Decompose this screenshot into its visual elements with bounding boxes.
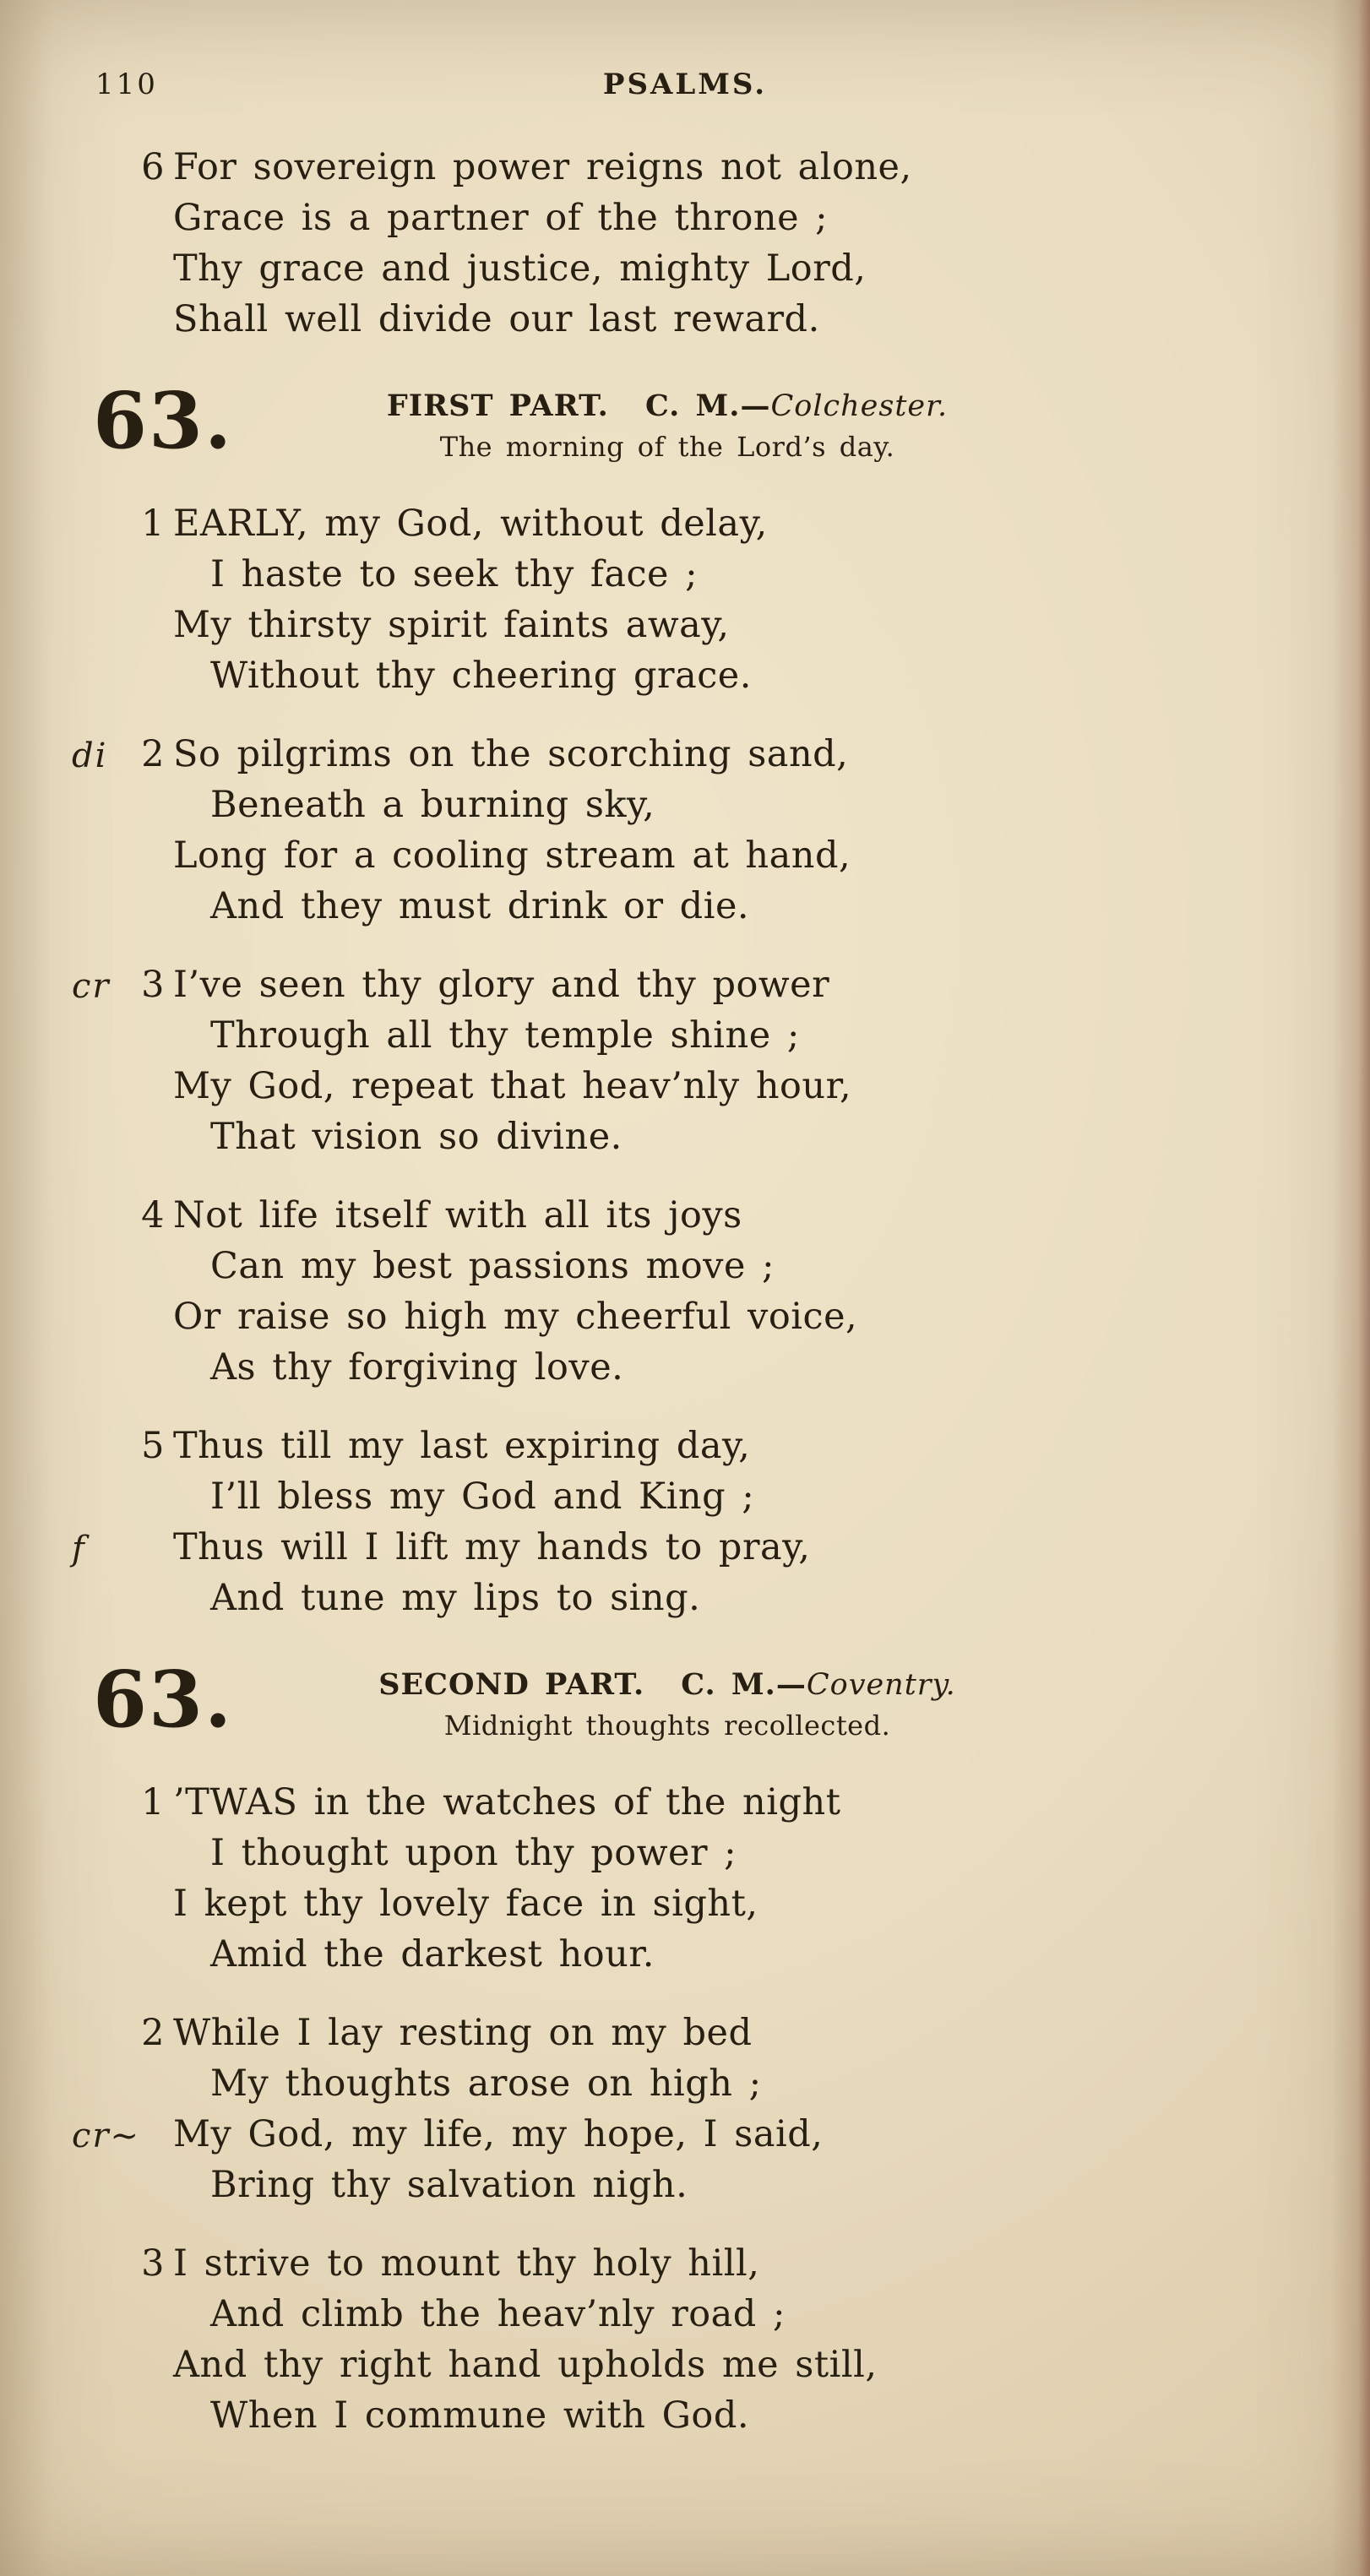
verse-line: I thought upon thy power ; [210,1832,737,1874]
verse-line: I kept thy lovely face in sight, [173,1883,758,1925]
expression-mark-forte: f [72,1530,86,1568]
hymn-title-line [93,385,1242,427]
stanza [141,1777,1246,1980]
stanza-number: 5 [141,1425,165,1467]
stanza [141,1190,1246,1393]
stanza [141,498,1246,701]
expression-mark-crescendo: cr [72,967,111,1006]
page-content [72,142,1246,2441]
hymn-heading-first-part [93,375,1242,466]
verse-line: My God, my life, my hope, I said, [173,2113,824,2155]
verse-line: While I lay resting on my bed [173,2012,753,2054]
verse-line: ’TWAS in the watches of the night [173,1781,841,1823]
hymn-title-line [93,1664,1242,1706]
verse-line: So pilgrims on the scorching sand, [173,733,849,775]
verse-line: And they must drink or die. [210,885,750,927]
stanza [72,1421,1246,1623]
hymn-heading-second-part [93,1654,1242,1745]
verse-line: Thy grace and justice, mighty Lord, [173,247,867,290]
stanza-number: 1 [141,503,165,545]
stanza [72,729,1246,932]
verse-line: Without thy cheering grace. [210,655,752,697]
page-number: 110 [95,68,158,101]
hymn-part-label: SECOND PART. [378,1667,645,1702]
verse-line: My thirsty spirit faints away, [173,604,730,646]
hymn-tune-name: Colchester. [770,389,949,423]
stanza-number: 4 [141,1194,165,1236]
verse-line: I strive to mount thy holy hill, [173,2242,760,2285]
verse-line: Long for a cooling stream at hand, [173,834,851,877]
hymn-subtitle: Midnight thoughts recollected. [443,1709,891,1742]
verse-line: As thy forgiving love. [210,1346,624,1389]
verse-line: When I commune with God. [210,2394,750,2437]
verse-line: My God, repeat that heav’nly hour, [173,1065,852,1107]
stanza-number: 1 [141,1781,165,1823]
hymn-subtitle: The morning of the Lord’s day. [439,431,895,463]
verse-line: I’ll bless my God and King ; [210,1475,755,1518]
hymn-tune-name: Coventry. [806,1668,956,1702]
running-head: PSALMS. [602,68,768,101]
expression-mark-crescendo-swell: cr∼ [72,2117,141,2155]
page-edge-shadow [1358,0,1370,2576]
verse-line: That vision so divine. [210,1116,622,1158]
verse-line: Beneath a burning sky, [210,784,655,826]
verse-line: Through all thy temple shine ; [210,1014,800,1057]
hymn-meter: C. M.— [644,389,771,423]
verse-line: Thus will I lift my hands to pray, [173,1526,811,1568]
verse-line: EARLY, my God, without delay, [173,503,768,545]
verse-line: I’ve seen thy glory and thy power [173,964,830,1006]
hymn-number: 63. [93,1654,234,1745]
stanza-number: 3 [141,964,165,1006]
verse-line: I haste to seek thy face ; [210,553,699,595]
hymn-number: 63. [93,375,234,466]
page-header [0,0,1370,110]
verse-line: Can my best passions move ; [210,1245,775,1287]
verse-line: Not life itself with all its joys [173,1194,742,1236]
verse-line: Bring thy salvation nigh. [210,2164,688,2206]
stanza-number: 2 [141,2012,165,2054]
verse-line: Shall well divide our last reward. [173,298,820,340]
verse-line: And climb the heav’nly road ; [210,2293,786,2335]
verse-line: Thus till my last expiring day, [173,1425,751,1467]
hymn-part-label: FIRST PART. [386,389,609,423]
stanza-number: 6 [141,146,165,188]
stanza-number: 2 [141,733,165,775]
stanza [72,959,1246,1162]
hymn-titles [93,375,1242,466]
verse-line: Or raise so high my cheerful voice, [173,1296,858,1338]
hymn-titles [93,1654,1242,1745]
verse-line: And thy right hand upholds me still, [173,2344,878,2386]
verse-line: Amid the darkest hour. [210,1933,655,1975]
stanza [141,2238,1246,2441]
hymn-meter: C. M.— [681,1667,807,1702]
verse-line: Grace is a partner of the throne ; [173,197,829,239]
verse-line: And tune my lips to sing. [210,1577,701,1619]
stanza [72,2008,1246,2210]
expression-mark-diminuendo: di [72,736,108,775]
verse-line: For sovereign power reigns not alone, [173,146,912,188]
verse-line: My thoughts arose on high ; [210,2062,762,2105]
stanza-number: 3 [141,2242,165,2285]
continued-stanza [141,142,1246,345]
